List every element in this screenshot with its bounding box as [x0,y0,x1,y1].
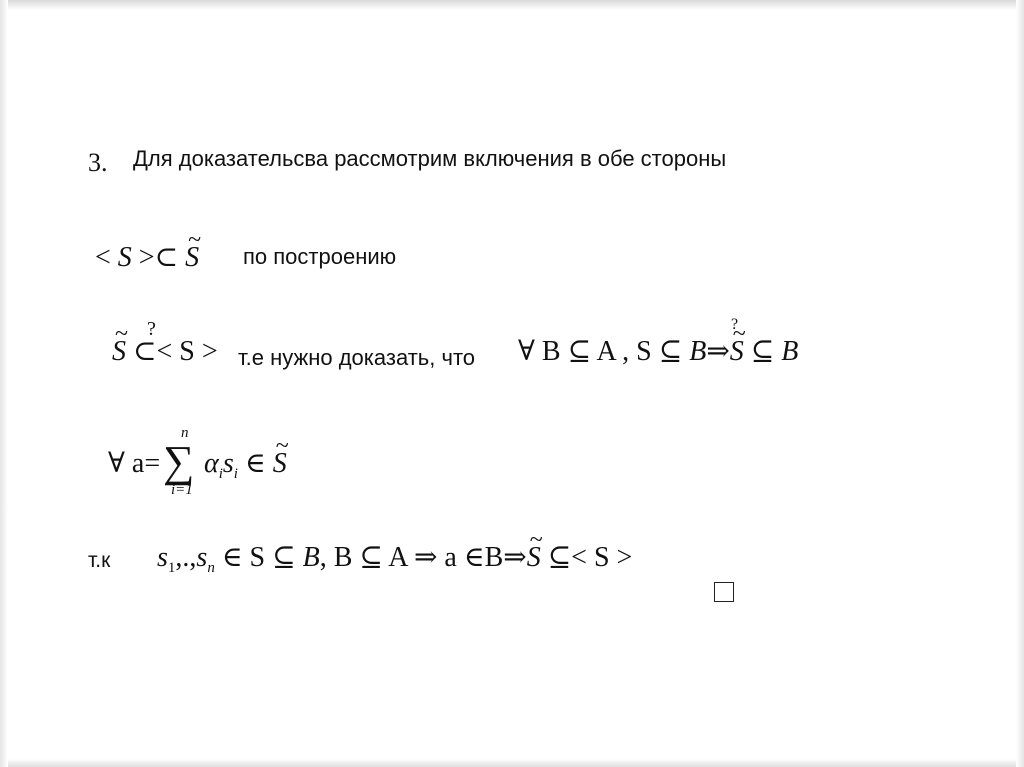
b-subset-a-implies: , B ⊆ A ⇒ a ∈B⇒ [319,542,527,573]
s-tilde: ~ S [112,336,126,368]
var-s: S [117,242,132,273]
subset-symbol: >⊂ [131,242,186,273]
item-number: 3. [88,148,108,177]
sum-term [204,446,287,483]
subset-angle-s: ⊆< S > [540,542,633,573]
forall-part: ∀ B ⊆ A , S ⊆ [518,336,690,367]
slide-shadow-right [1016,0,1024,767]
implies-symbol: ⇒ [706,336,730,367]
var-b: B [781,336,799,367]
forall-a-prefix: ∀ a= [108,448,161,479]
subset-eq-symbol: ⊆ [743,336,782,367]
s-subscript: i [233,466,238,482]
slide-shadow-top [0,0,1024,10]
var-s: s [222,448,234,479]
s1-subscript: 1 [167,560,176,576]
sum-symbol: ∑ [163,437,195,486]
inclusion-line-1 [95,240,199,274]
element-of-symbol: ∈ [237,448,273,479]
question-mark: ? [731,316,739,333]
forall-statement [518,334,798,368]
qed-square-icon [714,582,734,602]
alpha: α [204,448,219,479]
angle-s: < S > [156,336,218,367]
var-b: B [302,542,320,573]
final-derivation [157,540,632,577]
sum-lower-limit: i=1 [171,482,193,498]
subset-symbol: ⊂ [133,336,157,367]
var-s1: s [157,542,168,573]
var-sn: s [196,542,208,573]
note-by-construction: по построению [243,244,397,269]
in-s-subset: ∈ S ⊆ [214,542,303,573]
s-tilde: ~ S [185,242,199,274]
s-tilde: ~ S [730,336,744,368]
sn-subscript: n [207,560,215,576]
slide-shadow-left [0,0,8,767]
s-tilde: ~ S [527,542,541,574]
sum-upper-limit: n [181,425,189,441]
dots: ,., [175,542,197,573]
s-tilde: ~ S [273,448,287,480]
question-mark: ? [147,318,156,340]
intro-text: Для доказательсва рассмотрим включения в обе стороны [133,146,727,171]
var-b: B [689,336,707,367]
note-need-to-prove: т.е нужно доказать, что [238,345,476,370]
slide-shadow-bottom [0,759,1024,767]
angle-open: < [95,242,118,273]
since-label: т.к [88,549,111,572]
inclusion-line-2 [112,334,218,368]
alpha-subscript: i [218,466,223,482]
